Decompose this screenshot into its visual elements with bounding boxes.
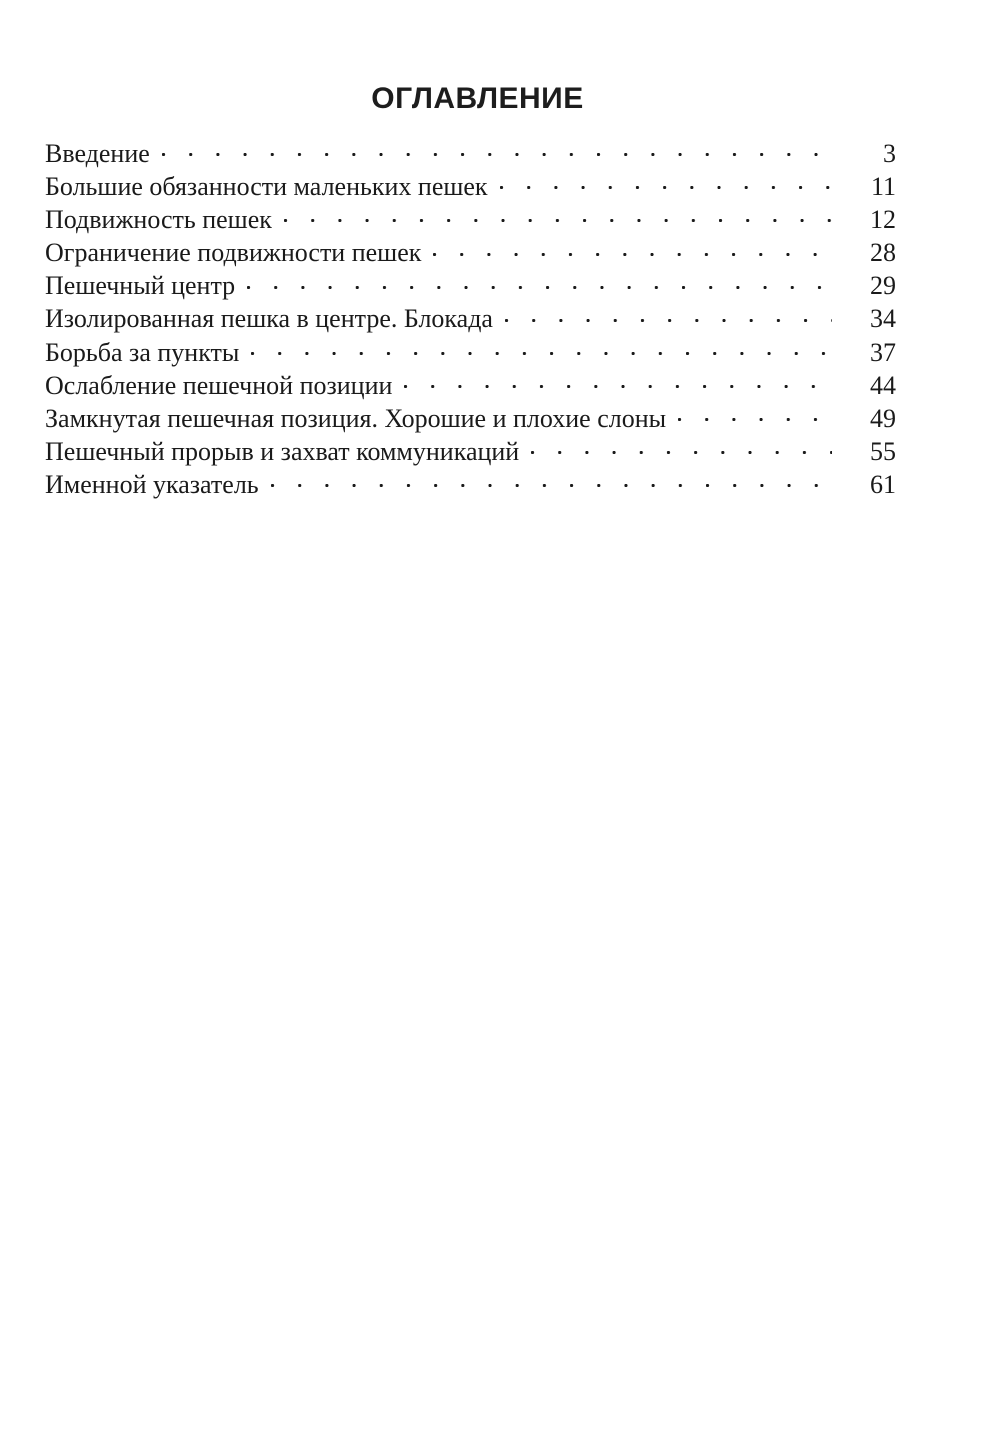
toc-entry-label: Большие обязанности маленьких пешек: [45, 172, 488, 202]
toc-entry-label: Подвижность пешек: [45, 205, 272, 235]
toc-dot-leader: [531, 434, 832, 460]
toc-dot-leader: [251, 335, 832, 361]
toc-entry-page-number: 37: [870, 337, 896, 367]
toc-dot-leader: [162, 136, 832, 162]
toc-entry-page-number: 44: [870, 370, 896, 400]
page-title: ОГЛАВЛЕНИЕ: [371, 82, 584, 115]
toc-entry-page-number: 3: [883, 139, 896, 168]
toc-entry-page-number: 28: [870, 238, 896, 268]
toc-entry[interactable]: [45, 268, 896, 301]
toc-dot-leader: [284, 202, 832, 228]
toc-dot-leader: [505, 301, 832, 327]
toc-entry[interactable]: [45, 235, 896, 268]
toc-dot-leader: [678, 401, 832, 427]
toc-entry-page-number: 29: [870, 271, 896, 301]
toc-entry-label: Борьба за пункты: [45, 337, 240, 367]
toc-entry-label: Пешечный центр: [45, 271, 236, 301]
toc-entry-label: Введение: [45, 139, 150, 168]
toc-dot-leader: [433, 235, 832, 261]
toc-entry-label: Замкнутая пешечная позиция. Хорошие и плохие слоны: [45, 403, 667, 433]
toc-entry[interactable]: [45, 335, 896, 368]
toc-dot-leader: [247, 268, 832, 294]
toc-entry-label: Пешечный прорыв и захват коммуникаций: [45, 436, 520, 466]
toc-entry-page-number: 55: [870, 436, 896, 466]
table-of-contents-list: [45, 136, 896, 500]
toc-entry[interactable]: [45, 169, 896, 202]
toc-entry-label: Ослабление пешечной позиции: [45, 370, 393, 400]
toc-entry[interactable]: [45, 467, 896, 500]
toc-entry[interactable]: [45, 434, 896, 467]
toc-entry[interactable]: [45, 301, 896, 334]
toc-entry-page-number: 61: [870, 469, 896, 499]
toc-dot-leader: [404, 368, 832, 394]
toc-entry[interactable]: [45, 136, 896, 169]
toc-entry[interactable]: [45, 202, 896, 235]
toc-entry-page-number: 11: [870, 172, 896, 202]
toc-entry-page-number: 34: [870, 304, 896, 334]
toc-dot-leader: [271, 467, 832, 493]
toc-entry-page-number: 12: [870, 205, 896, 235]
toc-entry-page-number: 49: [870, 403, 896, 433]
toc-entry[interactable]: [45, 401, 896, 434]
toc-entry-label: Изолированная пешка в центре. Блокада: [45, 304, 493, 334]
toc-dot-leader: [500, 169, 832, 195]
toc-entry[interactable]: [45, 368, 896, 401]
toc-entry-label: Именной указатель: [45, 469, 259, 499]
toc-entry-label: Ограничение подвижности пешек: [45, 238, 422, 268]
